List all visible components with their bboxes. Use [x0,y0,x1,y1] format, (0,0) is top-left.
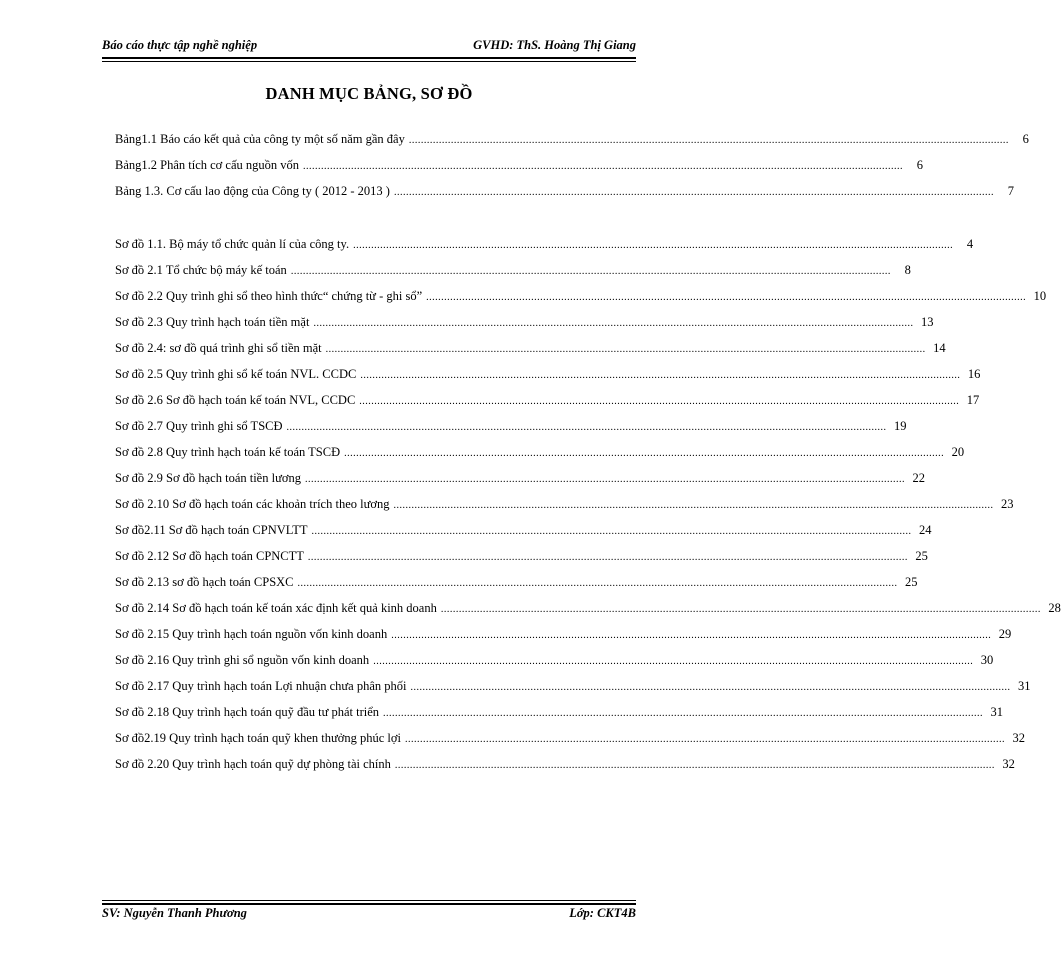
toc-entry-page: 13 [920,315,934,329]
toc-dot-leader: ........................................................................................................................................................................................................ [394,760,995,771]
toc-entry-label: Sơ đồ 2.6 Sơ đồ hạch toán kế toán NVL, CCDC [115,393,356,407]
toc-dot-leader: ........................................................................................................................................................................................................ [286,422,887,433]
toc-dot-leader: ........................................................................................................................................................................................................ [440,604,1041,615]
toc-dot-leader: ........................................................................................................................................................................................................ [303,161,904,172]
toc-dot-leader: ........................................................................................................................................................................................................ [404,734,1005,745]
toc-entry-page: 28 [1048,601,1061,615]
toc-entry-label: Sơ đồ 2.3 Quy trình hạch toán tiền mặt [115,315,310,329]
toc-entry[interactable] [115,601,1061,627]
toc-entry-label: Sơ đồ 1.1. Bộ máy tổ chức quản lí của công ty. [115,237,350,251]
toc-entry[interactable] [115,341,946,367]
toc-entry-label: Sơ đồ 2.8 Quy trình hạch toán kế toán TSCĐ [115,445,341,459]
toc-entry-page: 31 [1017,679,1031,693]
toc-entry-label: Sơ đồ 2.16 Quy trình ghi sổ nguồn vốn kinh doanh [115,653,370,667]
toc-entry[interactable] [115,497,1014,523]
toc-dot-leader: ........................................................................................................................................................................................................ [311,526,912,537]
toc-entry-page: 23 [1000,497,1014,511]
toc-entry-page: 31 [990,705,1004,719]
toc-entry-page: 6 [1022,132,1029,146]
toc-entry[interactable] [115,237,974,263]
toc-entry-label: Sơ đồ 2.5 Quy trình ghi sổ kế toán NVL. CCDC [115,367,357,381]
toc-entry-label: Sơ đồ 2.9 Sơ đồ hạch toán tiền lương [115,471,301,485]
toc-dot-leader: ........................................................................................................................................................................................................ [290,266,891,277]
toc-entry[interactable] [115,549,928,575]
toc-entry-page: 29 [998,627,1012,641]
toc-entry-label: Sơ đồ 2.18 Quy trình hạch toán quỹ đầu tư phát triển [115,705,380,719]
toc-entry-page: 17 [966,393,980,407]
toc-entry[interactable] [115,158,924,184]
toc-entry[interactable] [115,263,911,289]
toc-entry-label: Sơ đồ2.11 Sơ đồ hạch toán CPNVLTT [115,523,308,537]
toc-entry-page: 14 [933,341,946,355]
toc-dot-leader: ........................................................................................................................................................................................................ [344,448,945,459]
diagrams-list [115,237,1061,783]
toc-dot-leader: ........................................................................................................................................................................................................ [393,187,994,198]
header-divider [102,57,636,62]
toc-entry-label: Sơ đồ2.19 Quy trình hạch toán quỹ khen thưởng phúc lợi [115,731,401,745]
toc-entry-page: 8 [904,263,911,277]
toc-entry-label: Sơ đồ 2.2 Quy trình ghi sổ theo hình thức“ chứng từ - ghi sổ” [115,289,423,303]
toc-entry-page: 4 [966,237,974,251]
toc-entry-label: Sơ đồ 2.20 Quy trình hạch toán quỹ dự phòng tài chính [115,757,391,771]
toc-entry[interactable] [115,393,980,419]
footer-student: SV: Nguyễn Thanh Phương [102,906,247,920]
toc-entry-label: Sơ đồ 2.1 Tổ chức bộ máy kế toán [115,263,287,277]
toc-dot-leader: ........................................................................................................................................................................................................ [313,318,914,329]
toc-entry[interactable] [115,705,1004,731]
toc-entry-label: Sơ đồ 2.15 Quy trình hạch toán nguồn vốn kinh doanh [115,627,388,641]
toc-entry[interactable] [115,289,1047,315]
toc-entry-page: 30 [980,653,994,667]
toc-entry-label: Sơ đồ 2.13 sơ đồ hạch toán CPSXC [115,575,294,589]
toc-entry[interactable] [115,132,1029,158]
page-title: DANH MỤC BẢNG, SƠ ĐỒ [265,84,473,103]
toc-entry-page: 32 [1012,731,1025,745]
toc-entry-label: Sơ đồ 2.17 Quy trình hạch toán Lợi nhuận chưa phân phối [115,679,407,693]
toc-entry[interactable] [115,445,965,471]
toc-entry[interactable] [115,471,925,497]
footer-divider [102,900,636,905]
toc-dot-leader: ........................................................................................................................................................................................................ [383,708,984,719]
toc-dot-leader: ........................................................................................................................................................................................................ [325,344,926,355]
toc-dot-leader: ........................................................................................................................................................................................................ [304,474,905,485]
toc-entry-label: Sơ đồ 2.4: sơ đồ quá trình ghi sổ tiền mặt [115,341,322,355]
toc-dot-leader: ........................................................................................................................................................................................................ [393,500,994,511]
toc-entry[interactable] [115,757,1015,783]
toc-entry[interactable] [115,315,934,341]
toc-entry-label: Bảng1.2 Phân tích cơ cấu nguồn vốn [115,158,300,172]
toc-entry[interactable] [115,367,981,393]
toc-entry-label: Sơ đồ 2.12 Sơ đồ hạch toán CPNCTT [115,549,304,563]
toc-dot-leader: ........................................................................................................................................................................................................ [307,552,908,563]
toc-dot-leader: ........................................................................................................................................................................................................ [297,578,898,589]
toc-entry-page: 32 [1002,757,1015,771]
page-footer [102,906,636,921]
toc-entry[interactable] [115,575,918,601]
toc-dot-leader: ........................................................................................................................................................................................................ [391,630,992,641]
toc-entry-label: Sơ đồ 2.7 Quy trình ghi sổ TSCĐ [115,419,283,433]
toc-entry[interactable] [115,419,907,445]
toc-dot-leader: ........................................................................................................................................................................................................ [353,240,954,251]
toc-dot-leader: ........................................................................................................................................................................................................ [373,656,974,667]
footer-class: Lớp: CKT4B [569,906,636,920]
header-report-title: Báo cáo thực tập nghề nghiệp [102,38,258,52]
toc-entry-page: 7 [1007,184,1014,198]
toc-entry-page: 10 [1033,289,1047,303]
toc-dot-leader: ........................................................................................................................................................................................................ [410,682,1011,693]
toc-entry-page: 16 [967,367,981,381]
toc-dot-leader: ........................................................................................................................................................................................................ [408,135,1009,146]
toc-entry[interactable] [115,627,1012,653]
toc-entry-label: Sơ đồ 2.10 Sơ đồ hạch toán các khoản trích theo lương [115,497,390,511]
toc-entry-page: 20 [951,445,965,459]
toc-dot-leader: ........................................................................................................................................................................................................ [426,292,1027,303]
toc-entry[interactable] [115,523,932,549]
toc-entry[interactable] [115,184,1014,210]
toc-entry-page: 6 [916,158,924,172]
toc-dot-leader: ........................................................................................................................................................................................................ [359,396,960,407]
toc-entry[interactable] [115,731,1025,757]
toc-entry-label: Bảng1.1 Báo cáo kết quả của công ty một số năm gần đây [115,132,405,146]
toc-entry-page: 22 [912,471,925,485]
toc-entry-page: 25 [905,575,918,589]
toc-entry-label: Sơ đồ 2.14 Sơ đồ hạch toán kế toán xác định kết quả kinh doanh [115,601,437,615]
page-header [102,38,636,53]
toc-entry-page: 19 [894,419,907,433]
toc-dot-leader: ........................................................................................................................................................................................................ [360,370,961,381]
header-advisor: GVHD: ThS. Hoàng Thị Giang [473,38,636,52]
toc-entry-label: Bảng 1.3. Cơ cấu lao động của Công ty ( 2012 - 2013 ) [115,184,390,198]
toc-entry[interactable] [115,653,994,679]
toc-entry[interactable] [115,679,1031,705]
tables-list [115,132,1029,210]
toc-entry-page: 24 [919,523,932,537]
toc-entry-page: 25 [915,549,928,563]
